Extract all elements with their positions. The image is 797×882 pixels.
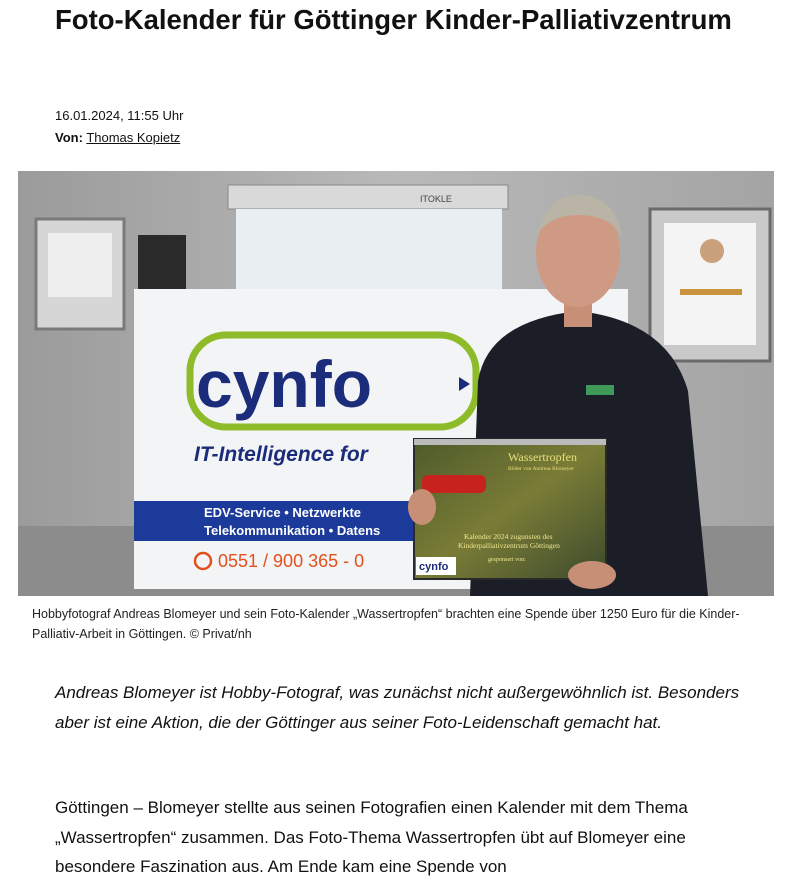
article-lead: Andreas Blomeyer ist Hobby-Fotograf, was zunächst nicht außergewöhnlich ist. Besonders aber ist eine Aktion, die der Göttinger aus seiner Foto-Leidenschaft gemacht hat. [55,683,740,732]
article-image[interactable] [18,171,774,596]
calendar-line-1: Kalender 2024 zugunsten des [464,532,553,541]
flipchart [228,185,508,299]
left-hand [408,489,436,525]
calendar [414,439,606,579]
calendar-line-2: Kinderpalliativzentrum Göttingen [458,541,560,550]
article-headline: Foto-Kalender für Göttinger Kinder-Palliativzentrum [55,4,732,35]
calendar-title: Wassertropfen [508,450,578,464]
calendar-logo: cynfo [419,561,449,573]
image-caption: Hobbyfotograf Andreas Blomeyer und sein Foto-Kalender „Wassertropfen“ brachten eine Spende über 1250 Euro für die Kinder-Palliativ-Arbeit in Göttingen. © Privat/nh [32,607,740,641]
calendar-sponsor: gesponsert von: [488,557,526,563]
article-datetime: 16.01.2024, 11:55 Uhr [55,108,184,123]
article-meta [55,105,183,149]
calendar-subtitle: Bilder von Andreas Blomeyer [508,466,574,472]
right-hand [568,561,616,589]
left-wall-frame [36,219,124,329]
sign-tagline: IT-Intelligence for [194,443,368,466]
sign-services-1: EDV-Service • Netzwerkte [204,505,362,520]
flipchart-brand: ITOKLE [420,194,452,204]
sign-brand: cynfo [196,347,373,421]
article-byline [55,127,183,149]
article-body: Göttingen – Blomeyer stellte aus seinen Fotografien einen Kalender mit dem Thema „Wassertropfen“ zusammen. Das Foto-Thema Wassertropfen übt auf Blomeyer eine besondere Faszination aus. Am Ende kam eine Spende von [55,798,688,876]
right-wall-frame [650,209,770,361]
sign-services-2: Telekommunikation • Datens [204,523,381,538]
sign-phone: 0551 / 900 365 - 0 [218,551,365,571]
author-link[interactable]: Thomas Kopietz [86,130,181,145]
byline-label: Von: [55,130,83,145]
